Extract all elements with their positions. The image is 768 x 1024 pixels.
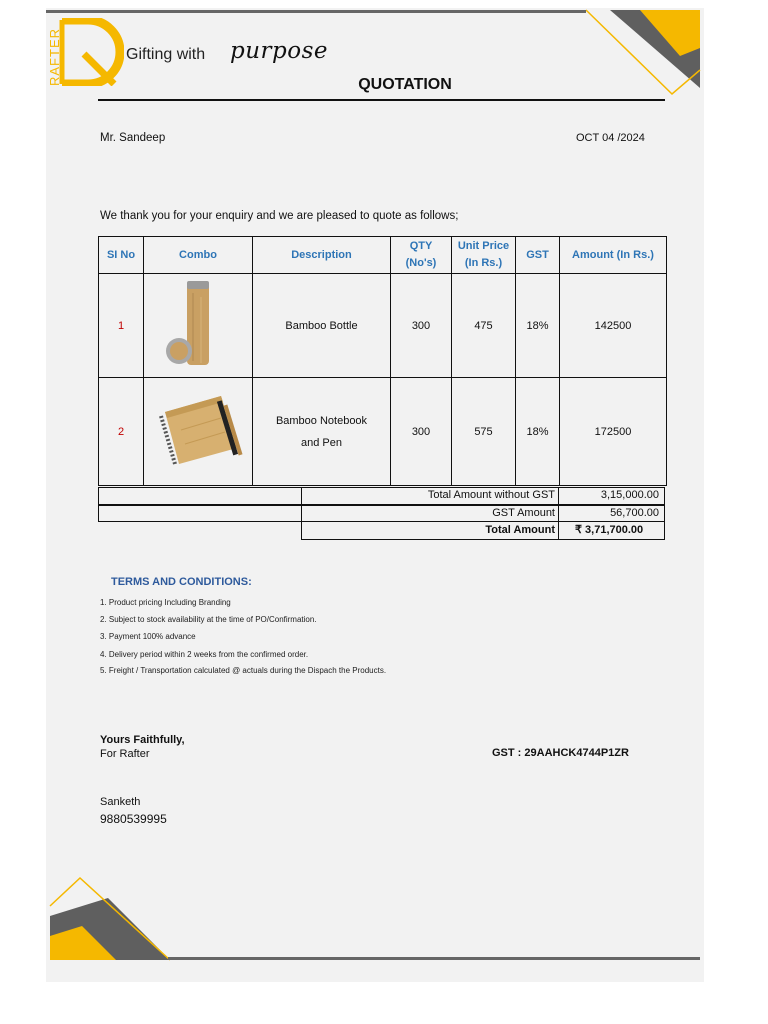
row-description xyxy=(253,378,391,486)
document-title: QUOTATION xyxy=(358,76,452,93)
row-combo-image xyxy=(144,378,253,486)
header-qty-line1: QTY xyxy=(409,240,433,252)
intro-text: We thank you for your enquiry and we are pleased to quote as follows; xyxy=(100,210,459,222)
gst-amount-value: 56,700.00 xyxy=(558,505,665,522)
total-amount-label: Total Amount xyxy=(301,521,559,540)
closing-text: Yours Faithfully, xyxy=(100,734,185,746)
header-unit-price xyxy=(452,237,516,274)
term-item: 5. Freight / Transportation calculated @ actuals during the Dispach the Products. xyxy=(100,666,387,675)
table-header-row xyxy=(99,237,667,274)
top-rule xyxy=(46,10,586,13)
terms-heading: TERMS AND CONDITIONS: xyxy=(111,576,252,588)
quote-date: OCT 04 /2024 xyxy=(576,132,645,144)
brand-tagline-prefix: Gifting with xyxy=(126,46,206,63)
bottom-rule xyxy=(168,957,700,960)
row-sl-no: 2 xyxy=(99,378,144,486)
top-right-corner-decoration xyxy=(580,8,704,100)
term-item: 2. Subject to stock availability at the time of PO/Confirmation. xyxy=(100,615,317,624)
header-qty-line2: (No's) xyxy=(405,257,437,269)
quotation-table xyxy=(98,236,667,486)
row-combo-image xyxy=(144,274,253,378)
title-underline xyxy=(98,99,665,101)
bamboo-notebook-pen-image xyxy=(151,390,245,470)
bamboo-bottle-image xyxy=(163,277,233,371)
header-sl-no: SI No xyxy=(99,237,144,274)
row-unit-price: 575 xyxy=(452,378,516,486)
signatory-phone: 9880539995 xyxy=(100,812,167,826)
row-description-line2: and Pen xyxy=(301,436,342,449)
totals-blank-cell xyxy=(98,487,302,505)
table-row xyxy=(99,274,667,378)
header-amount: Amount (In Rs.) xyxy=(560,237,667,274)
totals-blank-cell xyxy=(98,505,302,522)
row-description xyxy=(253,274,391,378)
total-without-gst-label: Total Amount without GST xyxy=(301,487,559,505)
brand-vertical-name: RAFTER xyxy=(47,28,62,86)
row-amount: 172500 xyxy=(560,378,667,486)
row-gst: 18% xyxy=(516,274,560,378)
bottom-left-corner-decoration xyxy=(46,876,176,966)
header-gst: GST xyxy=(516,237,560,274)
row-amount: 142500 xyxy=(560,274,667,378)
header-unit-line2: (In Rs.) xyxy=(464,257,503,269)
header-unit-line1: Unit Price xyxy=(457,240,510,252)
client-name: Mr. Sandeep xyxy=(100,132,166,144)
row-description-line1: Bamboo Bottle xyxy=(285,319,358,332)
company-text: For Rafter xyxy=(100,748,150,760)
term-item: 1. Product pricing Including Branding xyxy=(100,598,231,607)
header-qty xyxy=(391,237,452,274)
row-qty: 300 xyxy=(391,378,452,486)
gst-number: GST : 29AAHCK4744P1ZR xyxy=(492,747,629,759)
total-amount-value: ₹ 3,71,700.00 xyxy=(558,521,665,540)
total-without-gst-value: 3,15,000.00 xyxy=(558,487,665,505)
row-gst: 18% xyxy=(516,378,560,486)
gst-amount-label: GST Amount xyxy=(301,505,559,522)
term-item: 4. Delivery period within 2 weeks from the confirmed order. xyxy=(100,650,309,659)
row-sl-no: 1 xyxy=(99,274,144,378)
header-combo: Combo xyxy=(144,237,253,274)
header-description: Description xyxy=(253,237,391,274)
brand-tagline-script: purpose xyxy=(230,38,329,64)
row-description-line1: Bamboo Notebook xyxy=(275,414,368,427)
term-item: 3. Payment 100% advance xyxy=(100,632,196,641)
table-row xyxy=(99,378,667,486)
signatory-name: Sanketh xyxy=(100,796,141,808)
row-unit-price: 475 xyxy=(452,274,516,378)
row-qty: 300 xyxy=(391,274,452,378)
